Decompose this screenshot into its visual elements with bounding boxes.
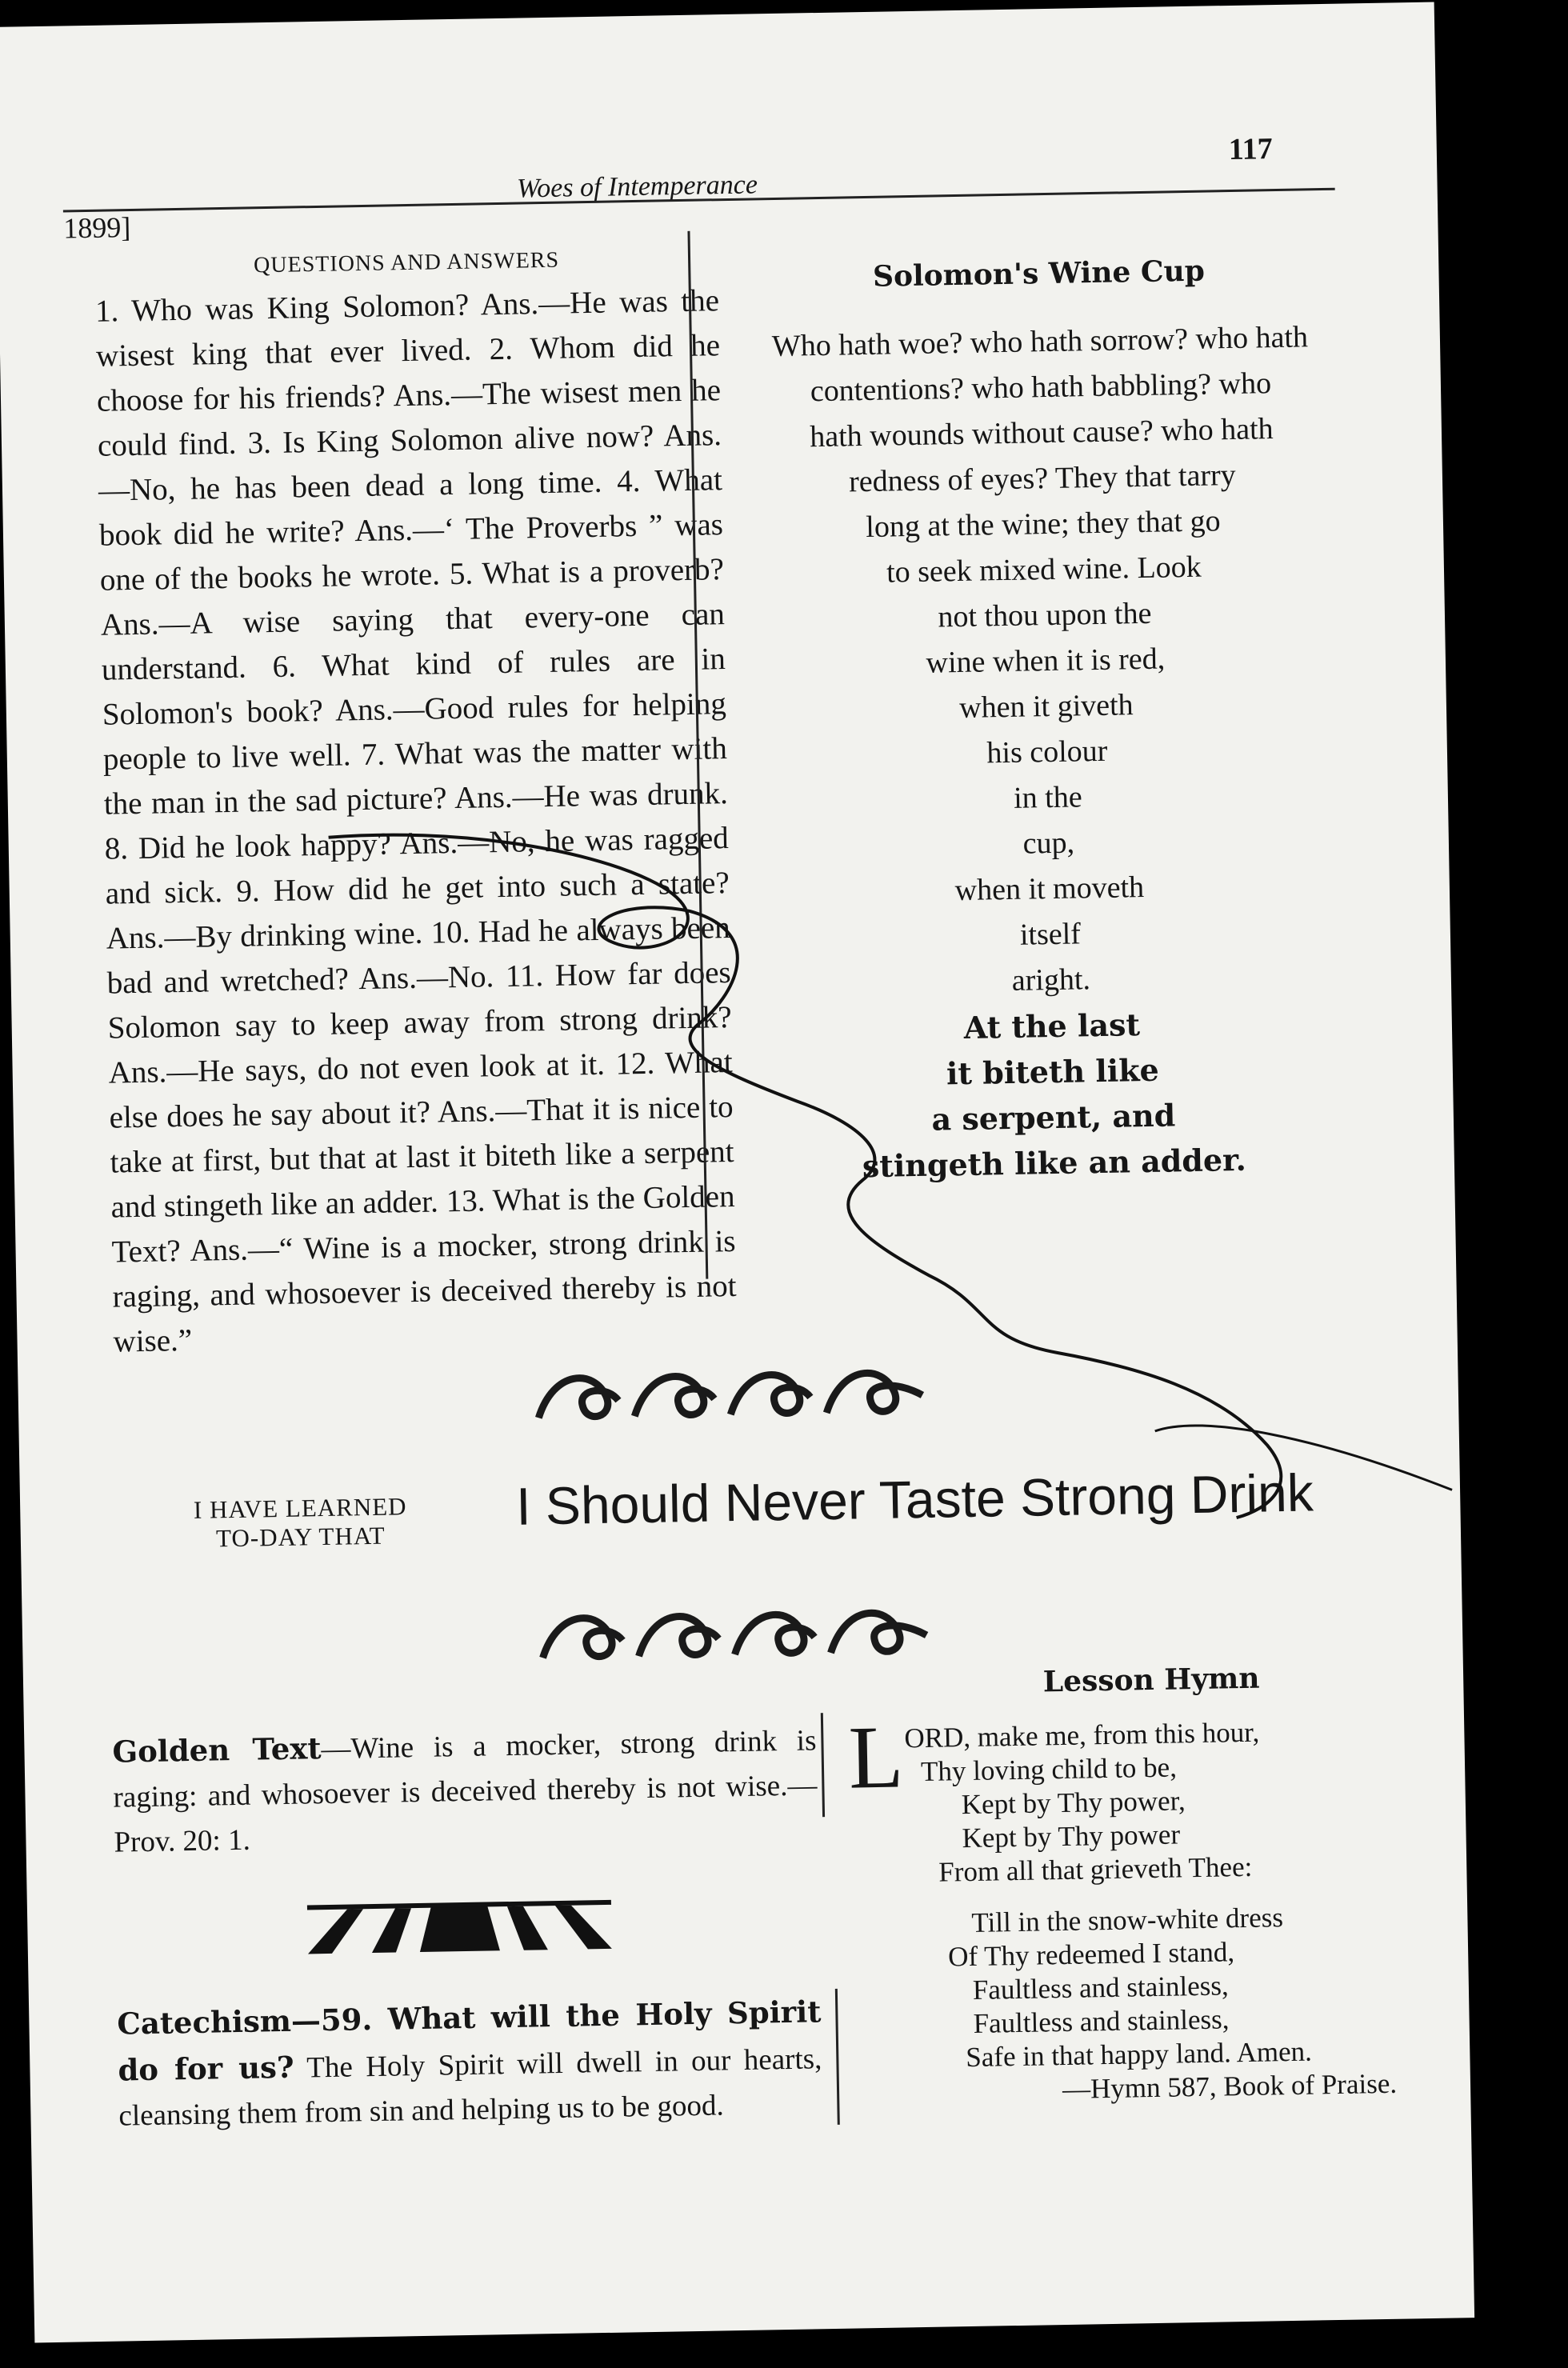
poem-bold-line: it biteth like (946, 1051, 1160, 1092)
poem-line: Who hath woe? who hath sorrow? who hath (771, 320, 1309, 364)
scanned-page (0, 2, 1474, 2343)
catechism (117, 1989, 823, 2138)
poem-line: not thou upon the (938, 596, 1152, 634)
poem-line: redness of eyes? They that tarry (848, 458, 1237, 499)
hymn-dropcap: L (847, 1707, 905, 1808)
catechism-answer: The Holy Spirit will dwell in our hearts, cleansing them from sin and helping us to be good. (118, 2042, 822, 2133)
page-running-title: Woes of Intemperance (516, 170, 758, 204)
golden-text-body: —Wine is a mocker, strong drink is raging: and whosoever is deceived thereby is not wise.—Prov. 20: 1. (113, 1724, 818, 1859)
golden-text (112, 1717, 818, 1865)
learned-label-line: I HAVE LEARNED (193, 1492, 407, 1524)
hymn-attribution: —Hymn 587, Book of Praise. (1062, 2067, 1398, 2106)
poem-line: when it moveth (954, 870, 1145, 908)
catechism-rule (835, 1989, 840, 2125)
poem-line: his colour (986, 734, 1108, 770)
hymn-line: Kept by Thy power (962, 1818, 1181, 1854)
hymn-line: Faultless and stainless, (972, 1970, 1230, 2006)
questions-body: 1. Who was King Solomon? Ans.—He was the wisest king that ever lived. 2. Whom did he choose for his friends? Ans.—The wisest men he could find. 3. Is King Solomon alive now? Ans.—No, he has been dead a long time. 4. What book did he write? Ans.—‘ The Proverbs ” was one of the books he wrote. 5. What is a proverb? Ans.—A wise saying that every-one can understand. 6. What kind of rules are in Solomon's book? Ans.—Good rules for helping people to live well. 7. What was the matter with the man in the sad picture? Ans.—He was drunk. 8. Did he look happy? Ans.—No, he was ragged and sick. 9. How did he get into such a state? Ans.—By drinking wine. 10. Had he always been bad and wretched? Ans.—No. 11. How far does Solomon say to keep away from strong drink? Ans.—He says, do not even look at it. 12. What else does he say about it? Ans.—That it is nice to take at first, but that at last it biteth like a serpent and stingeth like an adder. 13. What is the Golden Text? Ans.—“ Wine is a mocker, strong drink is raging, and whosoever is deceived thereby is not wise.” (94, 283, 737, 1359)
hymn-line: ORD, make me, from this hour, (904, 1716, 1260, 1754)
catechism-label: Catechism (117, 2002, 292, 2042)
hymn-line: Till in the snow-white dress (971, 1902, 1284, 1938)
learned-statement: I Should Never Taste Strong Drink (515, 1462, 1314, 1536)
poem-line: to seek mixed wine. Look (886, 550, 1202, 590)
golden-text-label: Golden Text (112, 1730, 322, 1770)
lesson-hymn (847, 1658, 1463, 2110)
hymn-title: Lesson Hymn (1042, 1661, 1260, 1699)
scroll-ornament (530, 1355, 930, 1434)
poem-line: cup, (1022, 826, 1075, 861)
poem-bold-line: stingeth like an adder. (862, 1141, 1247, 1185)
poem-line: hath wounds without cause? who hath (809, 412, 1274, 454)
poem-bold-line: At the last (963, 1006, 1141, 1046)
questions-column (94, 245, 738, 1364)
hymn-line: Faultless and stainless, (973, 2003, 1230, 2039)
page-number: 117 (1228, 132, 1274, 167)
questions-heading: QUESTIONS AND ANSWERS (253, 247, 560, 278)
poem-column (718, 251, 1374, 1191)
hymn-line: Kept by Thy power, (961, 1785, 1186, 1821)
poem-line: itself (1019, 917, 1082, 952)
poem-line: long at the wine; they that go (865, 504, 1221, 545)
golden-text-rule (821, 1713, 825, 1817)
fan-ornament (291, 1896, 628, 1958)
poem-line: in the (1013, 780, 1082, 815)
poem-line: when it giveth (958, 688, 1134, 726)
learned-label (172, 1492, 429, 1554)
hymn-line: Thy loving child to be, (920, 1751, 1178, 1788)
poem-line: aright. (1011, 962, 1091, 998)
hymn-line: Of Thy redeemed I stand, (947, 1936, 1235, 1973)
year-label: 1899] (62, 210, 131, 245)
hymn-body (847, 1707, 1462, 2110)
learned-label-line: TO-DAY THAT (215, 1521, 386, 1553)
poem-title: Solomon's Wine Cup (872, 254, 1206, 294)
catechism-question: —59. What will the Holy Spirit do for us? (118, 1994, 822, 2088)
hymn-line: From all that grieveth Thee: (938, 1850, 1253, 1888)
poem-line: wine when it is red, (926, 642, 1166, 680)
scroll-ornament (534, 1595, 934, 1674)
poem-line: contentions? who hath babbling? who (810, 366, 1272, 409)
hymn-line: Safe in that happy land. Amen. (966, 2035, 1313, 2074)
poem-bold-line: a serpent, and (931, 1097, 1176, 1138)
